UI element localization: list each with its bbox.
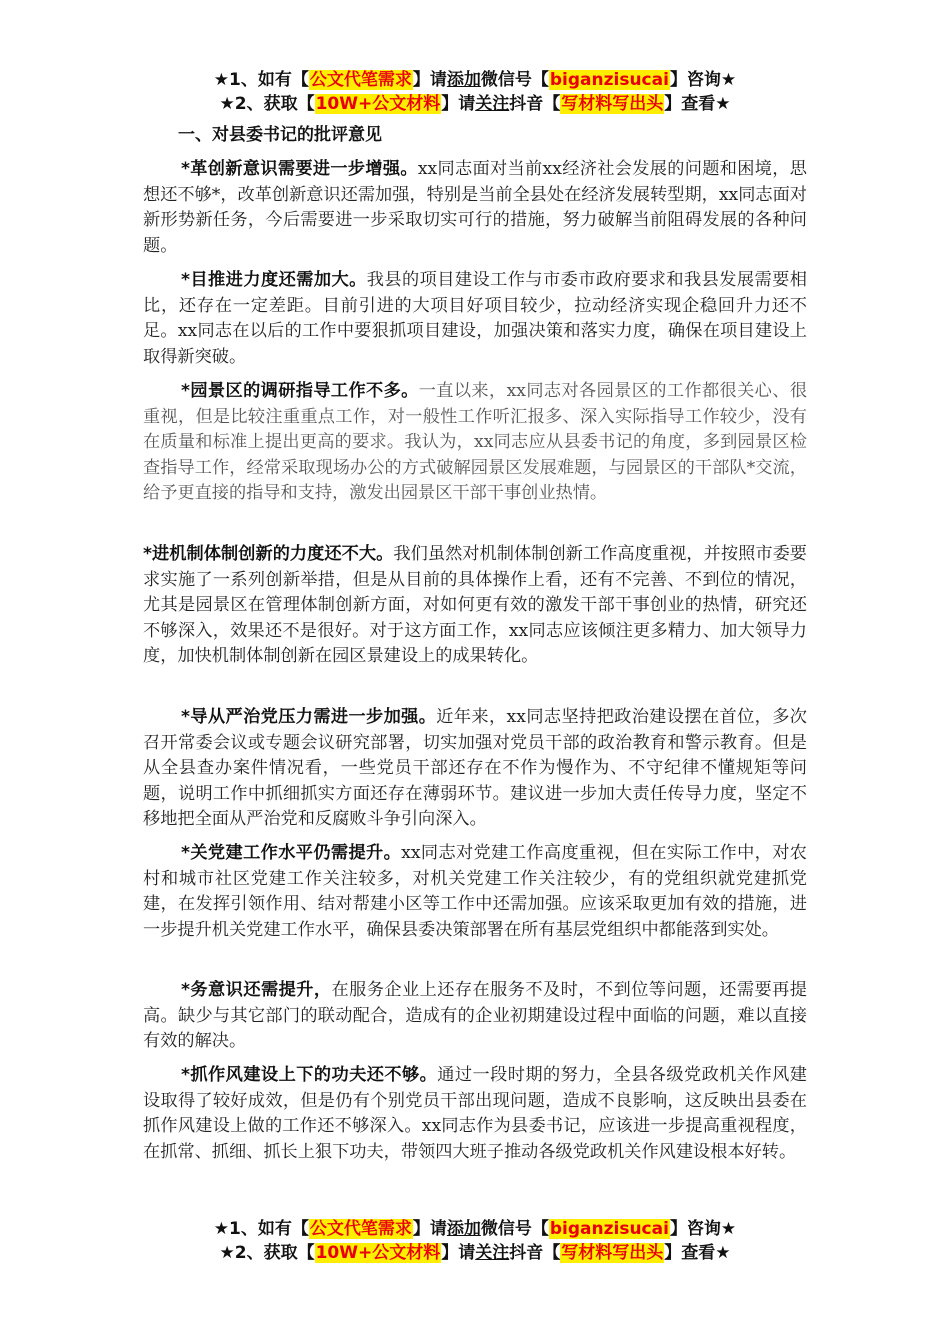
banner-underlined: 关注 <box>475 94 510 114</box>
banner-text: 】请 <box>412 70 447 90</box>
banner-text: 】请 <box>441 1243 476 1263</box>
banner-highlight: 10W+公文材料 <box>315 94 441 114</box>
banner-text: ★1、如有【 <box>213 1219 309 1239</box>
banner-text: ★1、如有【 <box>213 70 309 90</box>
banner-underlined: 添加 <box>446 70 481 90</box>
paragraph-lead: *关党建工作水平仍需提升。 <box>181 843 402 863</box>
banner-text: 微信号【 <box>480 70 549 90</box>
banner-highlight: biganzisucai <box>549 1219 669 1239</box>
banner-highlight: 10W+公文材料 <box>315 1243 441 1263</box>
banner-text: ★2、获取【 <box>219 1243 315 1263</box>
paragraph-lead: *园景区的调研指导工作不多。 <box>181 381 419 401</box>
banner-highlight: 写材料写出头 <box>561 1243 664 1263</box>
banner-text: 抖音【 <box>509 1243 561 1263</box>
paragraph <box>143 379 807 507</box>
paragraph <box>143 705 807 833</box>
paragraph-body: 一直以来，xx同志对各园景区的工作都很关心、很重视，但是比较注重重点工作，对一般性工作听汇报多、深入实际指导工作较少，没有在质量和标准上提出更高的要求。我认为，xx同志应从县委书记的角度，多到园景区检查指导工作，经常采取现场办公的方式破解园景区发展难题，与园景区的干部队*交流，给予更直接的指导和支持，激发出园景区干部干事创业热情。 <box>143 381 808 504</box>
paragraph-lead: *革创新意识需要进一步增强。 <box>181 159 418 179</box>
banner-text: 】咨询★ <box>669 1219 737 1239</box>
paragraph-body: 在服务企业上还存在服务不及时，不到位等问题，还需要再提高。缺少与其它部门的联动配合，造成有的企业初期建设过程中面临的问题，难以直接有效的解决。 <box>143 980 807 1052</box>
paragraph-lead: *进机制体制创新的力度还不大。 <box>143 544 394 564</box>
section-heading: 一、对县委书记的批评意见 <box>178 125 382 145</box>
paragraph-body: 我县的项目建设工作与市委市政府要求和我县发展需要相比，还存在一定差距。目前引进的大项目好项目较少，拉动经济实现企稳回升力还不足。xx同志在以后的工作中要狠抓项目建设，加强决策和落实力度，确保在项目建设上取得新突破。 <box>143 270 807 367</box>
banner-highlight: 写材料写出头 <box>561 94 664 114</box>
paragraph <box>143 268 807 370</box>
banner-text: 抖音【 <box>509 94 561 114</box>
banner-underlined: 添加 <box>446 1219 481 1239</box>
banner-line-2 <box>0 92 950 116</box>
banner-highlight: 公文代笔需求 <box>309 1219 412 1239</box>
paragraph-lead: *导从严治党压力需进一步加强。 <box>181 707 437 727</box>
banner-text: ★2、获取【 <box>219 94 315 114</box>
bottom-banner <box>0 1217 950 1265</box>
paragraph-body: xx同志面对当前xx经济社会发展的问题和困境，思想还不够*，改革创新意识还需加强，特别是当前全县处在经济发展转型期，xx同志面对新形势新任务，今后需要进一步采取切实可行的措施，努力破解当前阻碍发展的各种问题。 <box>143 159 807 256</box>
paragraph-body: 我们虽然对机制体制创新工作高度重视，并按照市委要求实施了一系列创新举措，但是从目前的具体操作上看，还有不完善、不到位的情况，尤其是园景区在管理体制创新方面，对如何更有效的激发干部干事创业的热情，研究还不够深入，效果还不是很好。对于这方面工作，xx同志应该倾注更多精力、加大领导力度，加快机制体制创新在园区景建设上的成果转化。 <box>143 544 807 667</box>
banner-line-1 <box>0 1217 950 1241</box>
paragraph-body: 近年来，xx同志坚持把政治建设摆在首位，多次召开常委会议或专题会议研究部署，切实加强对党员干部的政治教育和警示教育。但是从全县查办案件情况看，一些党员干部还存在不作为慢作为、不守纪律不懂规矩等问题，说明工作中抓细抓实方面还存在薄弱环节。建议进一步加大责任传导力度，坚定不移地把全面从严治党和反腐败斗争引向深入。 <box>143 707 807 830</box>
paragraph <box>143 157 807 259</box>
banner-highlight: 公文代笔需求 <box>309 70 412 90</box>
banner-text: 】查看★ <box>664 94 731 114</box>
banner-line-1 <box>0 68 950 92</box>
banner-text: 】请 <box>412 1219 447 1239</box>
banner-text: 】咨询★ <box>669 70 737 90</box>
banner-line-2 <box>0 1241 950 1265</box>
paragraph <box>143 1063 807 1165</box>
paragraph-lead: *抓作风建设上下的功夫还不够。 <box>181 1065 438 1085</box>
paragraph <box>143 542 807 670</box>
banner-underlined: 关注 <box>475 1243 510 1263</box>
paragraph-lead: *目推进力度还需加大。 <box>181 270 367 290</box>
banner-highlight: biganzisucai <box>549 70 669 90</box>
banner-text: 】请 <box>441 94 476 114</box>
paragraph-body: xx同志对党建工作高度重视，但在实际工作中，对农村和城市社区党建工作关注较多，对机关党建工作关注较少，有的党组织就党建抓党建，在发挥引领作用、结对帮建小区等工作中还需加强。应该采取更加有效的措施，进一步提升机关党建工作水平，确保县委决策部署在所有基层党组织中都能落到实处。 <box>143 843 807 940</box>
paragraph-body: 通过一段时期的努力，全县各级党政机关作风建设取得了较好成效，但是仍有个别党员干部出现问题，造成不良影响，这反映出县委在抓作风建设上做的工作还不够深入。xx同志作为县委书记，应该进一步提高重视程度，在抓常、抓细、抓长上狠下功夫，带领四大班子推动各级党政机关作风建设根本好转。 <box>143 1065 807 1162</box>
banner-text: 微信号【 <box>480 1219 549 1239</box>
paragraph <box>143 841 807 943</box>
top-banner <box>0 68 950 116</box>
banner-text: 】查看★ <box>664 1243 731 1263</box>
paragraph-lead: *务意识还需提升， <box>181 980 332 1000</box>
paragraph <box>143 978 807 1055</box>
